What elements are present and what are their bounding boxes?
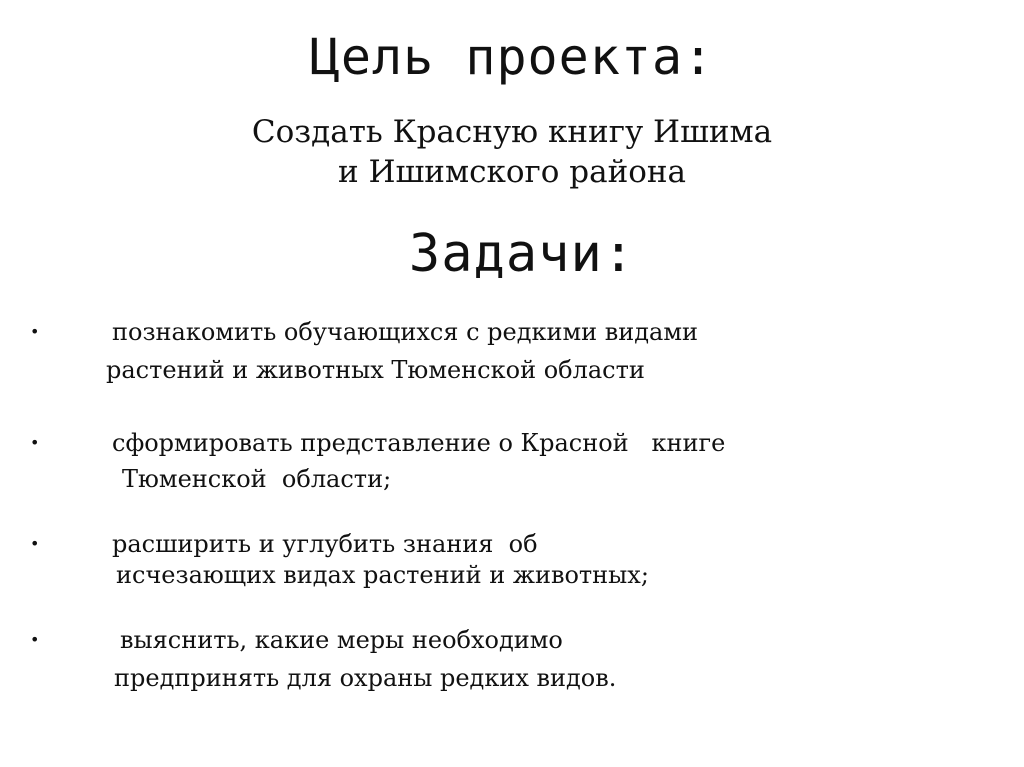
task-4-line-1: выяснить, какие меры необходимо bbox=[120, 626, 563, 654]
task-item-4 bbox=[0, 626, 1024, 706]
bullet-icon: • bbox=[30, 534, 40, 553]
task-item-2 bbox=[0, 429, 1024, 509]
task-2-line-2: Тюменской области; bbox=[122, 465, 392, 493]
task-item-1 bbox=[0, 318, 1024, 398]
task-4-line-2: предпринять для охраны редких видов. bbox=[114, 664, 617, 692]
bullet-icon: • bbox=[30, 322, 40, 341]
goal-text bbox=[0, 112, 1024, 192]
goal-text-line-1: Создать Красную книгу Ишима bbox=[251, 114, 773, 150]
task-2-line-1: сформировать представление о Красной книге bbox=[112, 429, 726, 457]
task-1-line-1: познакомить обучающихся с редкими видами bbox=[112, 318, 699, 346]
goal-text-line-2: и Ишимского района bbox=[337, 154, 687, 190]
task-item-3 bbox=[0, 530, 1024, 610]
task-1-line-2: растений и животных Тюменской области bbox=[106, 356, 645, 384]
task-3-line-2: исчезающих видах растений и животных; bbox=[116, 561, 649, 589]
goal-title: Цель проекта: bbox=[309, 28, 715, 86]
bullet-icon: • bbox=[30, 630, 40, 649]
task-3-line-1: расширить и углубить знания об bbox=[112, 530, 538, 558]
bullet-icon: • bbox=[30, 433, 40, 452]
tasks-title: Задачи: bbox=[408, 224, 636, 284]
